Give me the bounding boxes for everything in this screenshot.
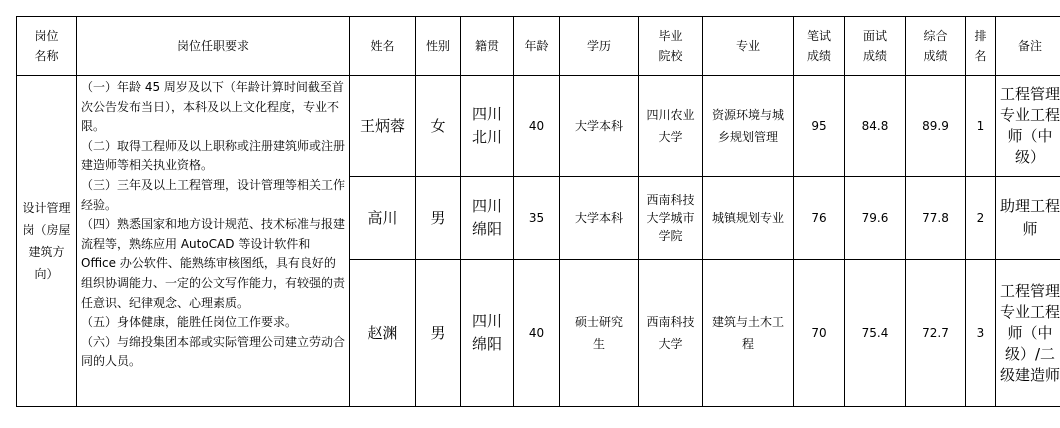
requirement-item: （一）年龄 45 周岁及以下（年龄计算时间截至首次公告发布当日），本科及以上文化程度，专业不限。 <box>81 80 344 134</box>
candidate-results-table <box>16 16 1060 407</box>
candidate-major: 城镇规划专业 <box>703 177 794 260</box>
candidate-school: 西南科技大学城市学院 <box>639 177 703 260</box>
candidate-rank: 1 <box>966 76 996 177</box>
candidate-age: 35 <box>514 177 560 260</box>
header-interview-score: 面试成绩 <box>845 17 906 76</box>
candidate-remarks: 工程管理专业工程师（中级）/二级建造师 <box>996 260 1060 407</box>
candidate-interview-score: 79.6 <box>845 177 906 260</box>
header-school: 毕业院校 <box>639 17 703 76</box>
candidate-interview-score: 84.8 <box>845 76 906 177</box>
candidate-total-score: 72.7 <box>906 260 966 407</box>
candidate-school: 西南科技大学 <box>639 260 703 407</box>
candidate-name: 高川 <box>350 177 416 260</box>
requirement-item: （六）与绵投集团本部或实际管理公司建立劳动合同的人员。 <box>81 334 346 369</box>
candidate-native-place: 四川北川 <box>461 76 514 177</box>
header-gender: 性别 <box>416 17 461 76</box>
header-education: 学历 <box>560 17 639 76</box>
candidate-native-place: 四川绵阳 <box>461 177 514 260</box>
candidate-school: 四川农业大学 <box>639 76 703 177</box>
candidate-gender: 女 <box>416 76 461 177</box>
candidate-remarks: 工程管理专业工程师（中级） <box>996 76 1060 177</box>
requirement-item: （三）三年及以上工程管理，设计管理等相关工作经验。 <box>81 177 346 212</box>
position-cell: 设计管理岗（房屋建筑方向） <box>17 76 77 407</box>
table-row <box>17 76 1060 177</box>
header-rank: 排名 <box>966 17 996 76</box>
requirement-item: （四）熟悉国家和地方设计规范、技术标准与报建流程等，熟练应用 AutoCAD 等设计软件和 Office 办公软件、能熟练审核图纸，具有良好的组织协调能力、一定的公文写作能力，有较强的责任意识、纪律观念、心理素质。 <box>81 217 346 310</box>
requirement-item: （五）身体健康，能胜任岗位工作要求。 <box>81 315 298 330</box>
candidate-gender: 男 <box>416 177 461 260</box>
candidate-age: 40 <box>514 260 560 407</box>
candidate-education: 大学本科 <box>560 76 639 177</box>
header-name: 姓名 <box>350 17 416 76</box>
candidate-written-score: 76 <box>794 177 845 260</box>
candidate-age: 40 <box>514 76 560 177</box>
requirement-item: （二）取得工程师及以上职称或注册建筑师或注册建造师等相关执业资格。 <box>81 138 346 173</box>
header-native-place: 籍贯 <box>461 17 514 76</box>
candidate-remarks: 助理工程师 <box>996 177 1060 260</box>
header-age: 年龄 <box>514 17 560 76</box>
candidate-education: 硕士研究生 <box>560 260 639 407</box>
candidate-total-score: 89.9 <box>906 76 966 177</box>
header-row <box>17 17 1060 76</box>
header-remarks: 备注 <box>996 17 1060 76</box>
candidate-education: 大学本科 <box>560 177 639 260</box>
candidate-gender: 男 <box>416 260 461 407</box>
candidate-written-score: 70 <box>794 260 845 407</box>
candidate-rank: 3 <box>966 260 996 407</box>
header-requirements: 岗位任职要求 <box>77 17 350 76</box>
candidate-major: 资源环境与城乡规划管理 <box>703 76 794 177</box>
candidate-total-score: 77.8 <box>906 177 966 260</box>
header-major: 专业 <box>703 17 794 76</box>
header-total-score: 综合成绩 <box>906 17 966 76</box>
candidate-written-score: 95 <box>794 76 845 177</box>
candidate-native-place: 四川绵阳 <box>461 260 514 407</box>
candidate-name: 赵渊 <box>350 260 416 407</box>
candidate-major: 建筑与土木工程 <box>703 260 794 407</box>
candidate-rank: 2 <box>966 177 996 260</box>
candidate-name: 王炳蓉 <box>350 76 416 177</box>
header-written-score: 笔试成绩 <box>794 17 845 76</box>
header-position-name: 岗位名称 <box>17 17 77 76</box>
candidate-interview-score: 75.4 <box>845 260 906 407</box>
requirements-cell <box>77 76 350 407</box>
